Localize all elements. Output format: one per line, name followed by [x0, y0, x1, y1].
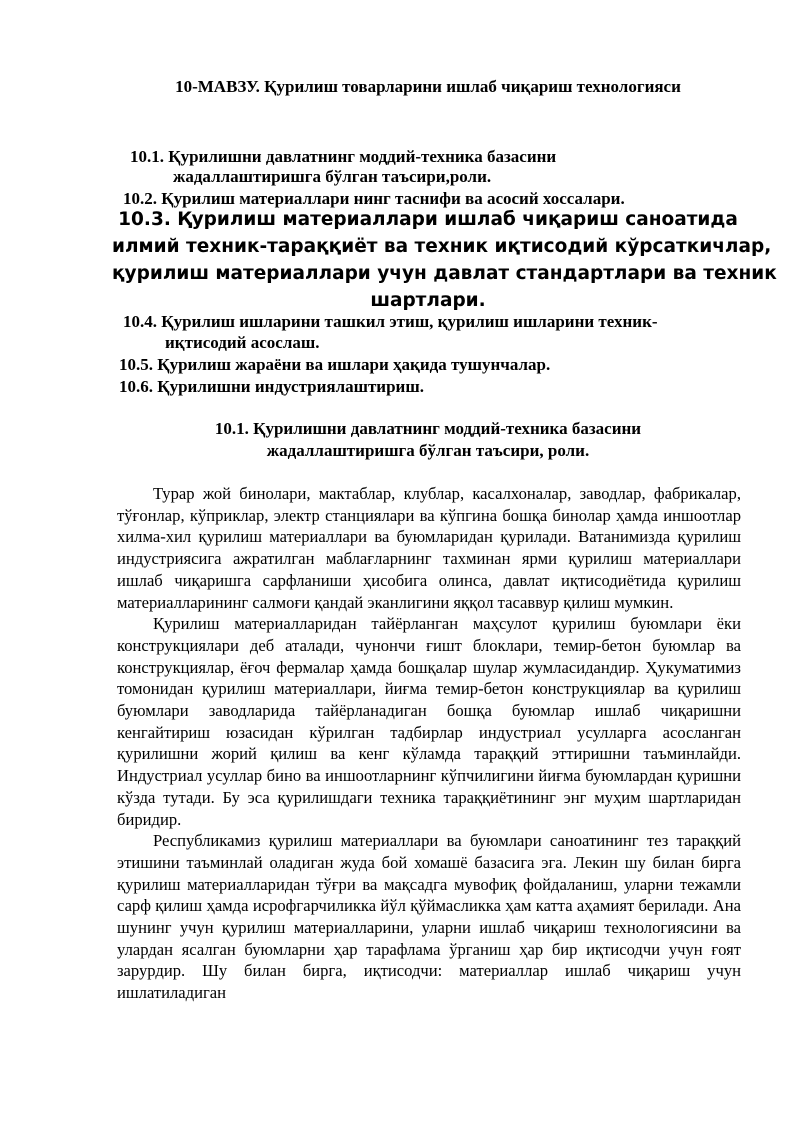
paragraph: Қурилиш материалларидан тайёрланган маҳсулот қурилиш буюмлари ёки конструкциялари деб аталади, чунончи ғишт блоклари, темир-бетон буюмлар ва конструкциялар, ёғоч фермалар ҳамда бошқалар шулар жумласидандир. Ҳукуматимиз томонидан қурилиш материаллари, йиғма темир-бетон конструкциялар ва қурилиш буюмлари заводларида тайёрланадиган бошқа буюмлар ишлаб чиқаришни кенгайтириш юзасидан кўрилган тадбирлар индустриал усулларга асосланган қурилишни жорий қилиш ва кенг кўламда тараққий эттиришни таъминлайди. Индустриал усуллар бино ва иншоотларнинг кўпчилигини йиғма буюмлардан қуришни кўзда тутади. Бу эса қурилишдаги техника тараққиётининг энг муҳим шартларидан биридир.	[117, 614, 741, 829]
toc-item-1-line-2: жадаллаштиришга бўлган таъсири,роли.	[173, 167, 492, 186]
toc-item-4-line-2: иқтисодий асослаш.	[165, 333, 320, 352]
toc-item-5: 10.5. Қурилиш жараёни ва ишлари ҳақида тушунчалар.	[119, 355, 551, 374]
document-title: 10-МАВЗУ. Қурилиш товарларини ишлаб чиқариш технологияси	[175, 77, 681, 96]
section-heading	[0, 418, 800, 462]
toc-item-3-line-3: қурилиш материаллари учун давлат стандартлари ва техник	[112, 263, 777, 284]
toc-item-3	[112, 206, 777, 314]
toc-item-3-line-1: 10.3. Қурилиш материаллари ишлаб чиқариш саноатида	[118, 209, 738, 230]
toc-item-6: 10.6. Қурилишни индустриялаштириш.	[119, 377, 424, 396]
toc-item-3-line-4: шартлари.	[370, 290, 486, 311]
toc-item-2: 10.2. Қурилиш материаллари нинг таснифи ва асосий хоссалари.	[123, 189, 625, 208]
toc-item-3-line-2: илмий техник-тараққиёт ва техник иқтисодий кўрсаткичлар,	[112, 236, 772, 257]
section-heading-line-2: жадаллаштиришга бўлган таъсири, роли.	[266, 441, 590, 460]
paragraph: Республикамиз қурилиш материаллари ва буюмлари саноатининг тез тараққий этишини таъминлай оладиган жуда бой хомашё базасига эга. Лекин шу билан бирга қурилиш материалларидан тўғри ва мақсадга мувофиқ фойдаланиш, уларни тежамли сарф қилиш ҳамда исрофгарчиликка йўл қўймасликка ҳам катта аҳамият берилади. Ана шунинг учун қурилиш материалларини, уларни ишлаб чиқариш технологиясини ва улардан ясалган буюмларни ҳар тарафлама ўрганиш ҳар бир иқтисодчи учун ғоят зарурдир. Шу билан бирга, иқтисодчи: материаллар ишлаб чиқариш учун ишлатиладиган	[117, 831, 741, 1003]
section-heading-line-1: 10.1. Қурилишни давлатнинг моддий-техника базасини	[214, 419, 642, 438]
paragraph: Турар жой бинолари, мактаблар, клублар, касалхоналар, заводлар, фабрикалар, тўғонлар, кўприклар, электр станциялари ва кўпгина бошқа бинолар ҳамда иншоотлар хилма-хил қурилиш материаллари ва буюмларидан қурилади. Ватанимизда қурилиш индустриясига ажратилган маблағларнинг тахминан ярми қурилиш материаллари ишлаб чиқаришга сарфланиши ҳисобига олинса, давлат иқтисодиётида қурилиш материалларининг салмоғи қандай эканлигини яққол тасаввур қилиш мумкин.	[117, 484, 741, 612]
body-text	[117, 483, 741, 1004]
toc-item-1-line-1: 10.1. Қурилишни давлатнинг моддий-техника базасини	[130, 147, 557, 166]
toc-item-4-line-1: 10.4. Қурилиш ишларини ташкил этиш, қурилиш ишларини техник-	[123, 312, 658, 331]
